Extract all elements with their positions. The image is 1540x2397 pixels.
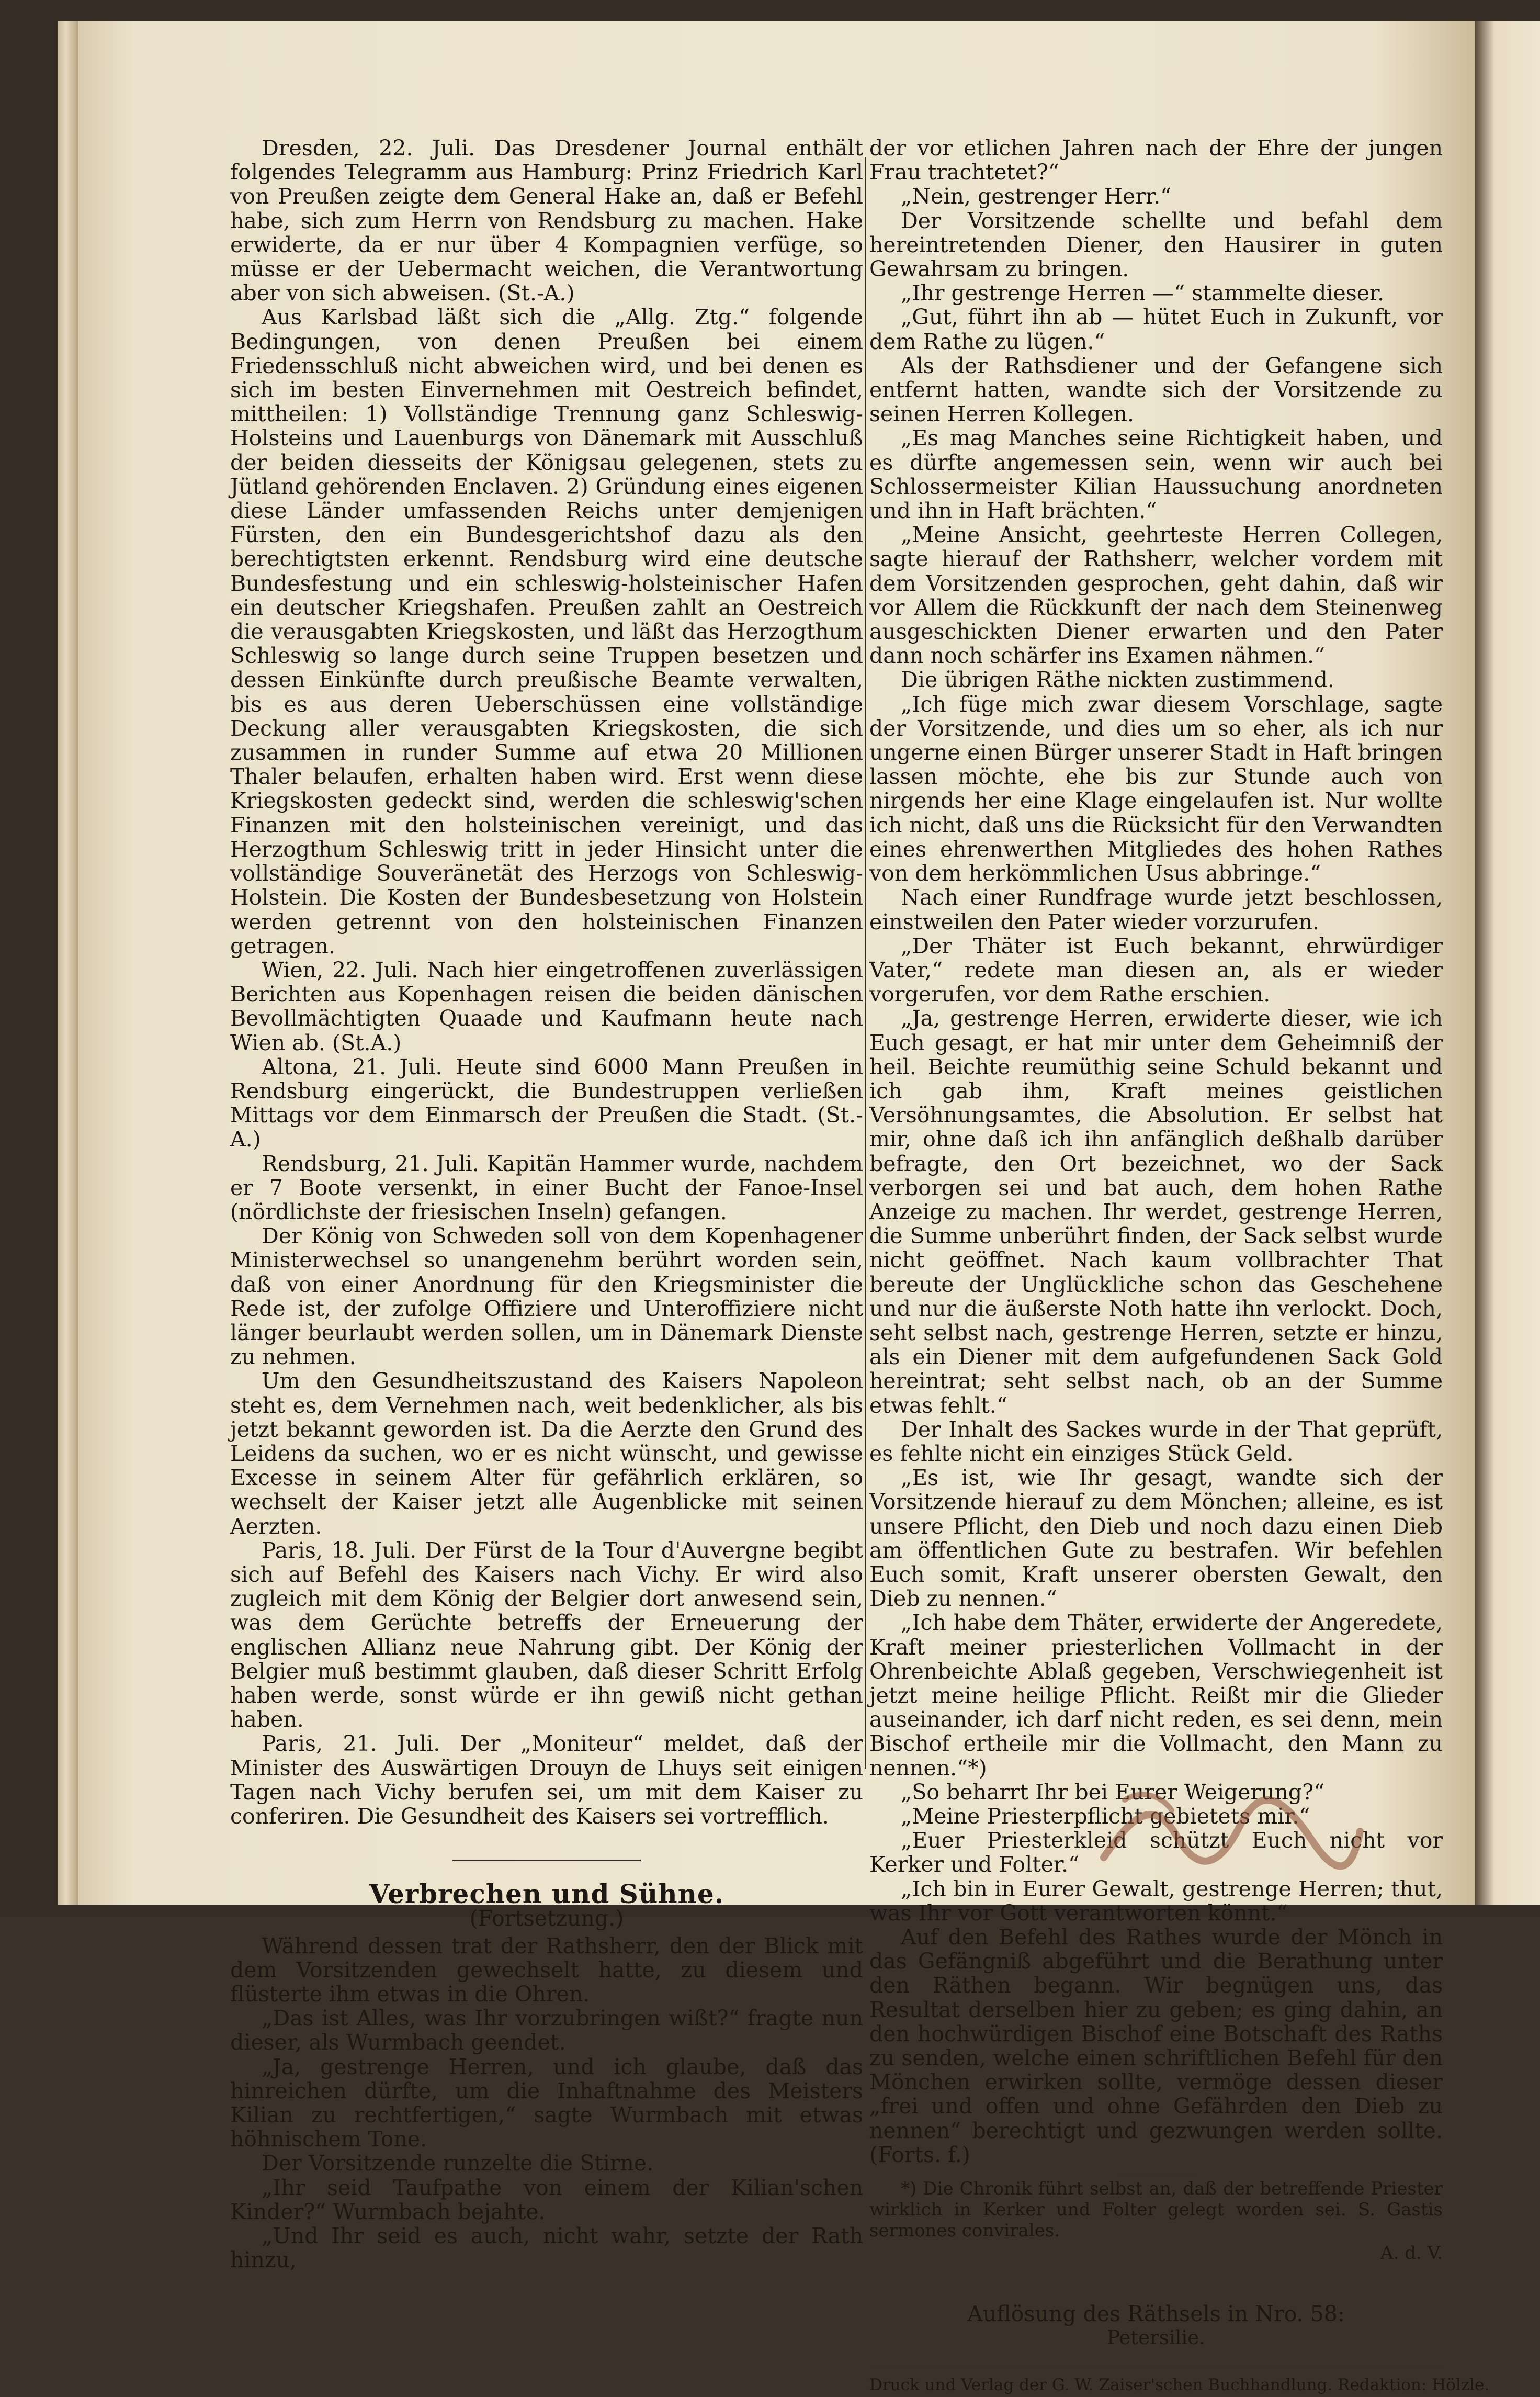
news-schweden: Der König von Schweden soll von dem Kopenhagener Ministerwechsel so unangenehm berührt worden sein, daß von einer Anordnung für den Kriegsminister die Rede ist, der zufolge Offiziere und Unteroffiziere nicht länger beurlaubt werden sollen, um in Dänemark Dienste zu nehmen. bbox=[230, 1223, 863, 1370]
story-paragraph: „Ja, gestrenge Herren, erwiderte dieser, wie ich Euch gesagt, er hat mir unter dem Geheimniß der heil. Beichte reumüthig seine Schuld bekannt und ich gab ihm, Kraft meines geistlichen Versöhnungsamtes, die Absolution. Er selbst hat mir, ohne daß ich ihn anfänglich deßhalb darüber befragte, den Ort bezeichnet, wo der Sack verborgen sei und bat auch, dem hohen Rathe Anzeige zu machen. Ihr werdet, gestrenge Herren, die Summe unberührt finden, der Sack selbst wurde nicht geöffnet. Nach kaum vollbrachter That bereute der Unglückliche schon das Geschehene und nur die äußerste Noth hatte ihn verlockt. Doch, seht selbst nach, gestrenge Herren, setzte er hinzu, als ein Diener mit dem aufgefundenen Sack Gold hereintrat; seht selbst nach, ob an der Summe etwas fehlt.“ bbox=[869, 1006, 1443, 1418]
story-paragraph: „Ja, gestrenge Herren, und ich glaube, daß das hinreichen dürfte, um die Inhaftnahme des Meisters Kilian zu rechtfertigen,“ sagte Wurmbach mit etwas höhnischem Tone. bbox=[230, 2054, 863, 2152]
footnote-signature: A. d. V. bbox=[1380, 2243, 1443, 2264]
story-paragraph: „Das ist Alles, was Ihr vorzubringen wißt?“ fragte nun dieser, als Wurmbach geendet. bbox=[230, 2006, 863, 2055]
story-paragraph: Der Vorsitzende schellte und befahl dem hereintretenden Diener, den Hausirer in guten Gewahrsam zu bringen. bbox=[869, 208, 1443, 282]
news-altona: Altona, 21. Juli. Heute sind 6000 Mann Preußen in Rendsburg eingerückt, die Bundestruppen verließen Mittags vor dem Einmarsch der Preußen die Stadt. (St.-A.) bbox=[230, 1054, 863, 1152]
story-paragraph: „Und Ihr seid es auch, nicht wahr, setzte der Rath hinzu, bbox=[230, 2223, 863, 2273]
story-paragraph: Der Vorsitzende runzelte die Stirne. bbox=[262, 2151, 654, 2176]
story-paragraph: „Meine Priesterpflicht gebietets mir.“ bbox=[901, 1804, 1310, 1829]
story-paragraph: „Es ist, wie Ihr gesagt, wandte sich der Vorsitzende hierauf zu dem Mönchen; alleine, es ist unsere Pflicht, den Dieb und noch dazu einen Dieb am öffentlichen Gute zu bestrafen. Wir befehlen Euch somit, Kraft unserer obersten Gewalt, den Dieb zu nennen.“ bbox=[869, 1465, 1443, 1612]
footnote: *) Die Chronik führt selbst an, daß der betreffende Priester wirklich in Kerker und Folter gelegt worden sei. S. Gastis sermones convirales. bbox=[869, 2178, 1443, 2242]
story-paragraph: „Ich bin in Eurer Gewalt, gestrenge Herren; thut, was Ihr vor Gott verantworten könnt.“ bbox=[869, 1876, 1443, 1926]
story-paragraph: „Ich füge mich zwar diesem Vorschlage, sagte der Vorsitzende, und dies um so eher, als ich nur ungerne einen Bürger unserer Stadt in Haft bringen lassen möchte, ehe bis zur Stunde auch von nirgends her eine Klage eingelaufen ist. Nur wollte ich nicht, daß uns die Rücksicht für den Verwandten eines ehrenwerthen Mitgliedes des hohen Rathes von dem herkömmlichen Usus abbringe.“ bbox=[869, 691, 1443, 886]
story-paragraph: Die übrigen Räthe nickten zustimmend. bbox=[901, 667, 1334, 693]
story-paragraph: „Nein, gestrenger Herr.“ bbox=[901, 184, 1172, 209]
page-edges bbox=[58, 21, 78, 1905]
story-paragraph: „Ihr gestrenge Herren —“ stammelte dieser. bbox=[901, 280, 1385, 306]
news-paris-21: Paris, 21. Juli. Der „Moniteur“ meldet, daß der Minister des Auswärtigen Drouyn de Lhuys seit einigen Tagen nach Vichy berufen sei, um mit dem Kaiser zu conferiren. Die Gesundheit des Kaisers sei vortrefflich. bbox=[230, 1731, 863, 1829]
story-paragraph: „Ihr seid Taufpathe von einem der Kilian'schen Kinder?“ Wurmbach bejahte. bbox=[230, 2175, 863, 2224]
library-stamp-mark bbox=[1093, 1779, 1365, 1873]
story-paragraph: Der Inhalt des Sackes wurde in der That geprüft, es fehlte nicht ein einziges Stück Geld. bbox=[869, 1416, 1443, 1466]
story-title: Verbrechen und Sühne. bbox=[369, 1878, 724, 1910]
imprint: Druck und Verlag der G. W. Zaiser'schen Buchhandlung. Redaktion: Hölzle. bbox=[869, 2375, 1490, 2394]
story-paragraph: Nach einer Rundfrage wurde jetzt beschlossen, einstweilen den Pater wieder vorzurufen. bbox=[869, 885, 1443, 935]
column-rule bbox=[865, 157, 866, 1769]
news-paris-18: Paris, 18. Juli. Der Fürst de la Tour d'Auvergne begibt sich auf Befehl des Kaisers nach Vichy. Er wird also zugleich mit dem König der Belgier dort anwesend sein, was dem Gerüchte betreffs der Erneuerung der englischen Allianz neue Nahrung gibt. Der König der Belgier muß bestimmt glauben, daß dieser Schritt Erfolg haben werde, sonst würde er ihn gewiß nicht gethan haben. bbox=[230, 1537, 863, 1732]
story-paragraph: „Es mag Manches seine Richtigkeit haben, und es dürfte angemessen sein, wenn wir auch bei Schlossermeister Kilian Haussuchung anordneten und ihn in Haft brächten.“ bbox=[869, 425, 1443, 524]
facing-page-edge bbox=[1475, 21, 1540, 1905]
story-subtitle: (Fortsetzung.) bbox=[469, 1906, 624, 1931]
section-divider bbox=[452, 1860, 641, 1861]
news-wien: Wien, 22. Juli. Nach hier eingetroffenen zuverlässigen Berichten aus Kopenhagen reisen die beiden dänischen Bevollmächtigten Quaade und Kaufmann heute nach Wien ab. (St.A.) bbox=[230, 957, 863, 1055]
left-column bbox=[230, 136, 863, 2272]
news-dresden: Dresden, 22. Juli. Das Dresdener Journal enthält folgendes Telegramm aus Hamburg: Prinz Friedrich Karl von Preußen zeigte dem General Hake an, daß er Befehl habe, sich zum Herrn von Rendsburg zu machen. Hake erwiderte, da er nur über 4 Kompagnien verfüge, so müsse er der Uebermacht weichen, die Verantwortung aber von sich abweisen. (St.-A.) bbox=[230, 136, 863, 306]
story-paragraph: Auf den Befehl des Rathes wurde der Mönch in das Gefängniß abgeführt und die Berathung unter den Räthen begann. Wir begnügen uns, das Resultat derselben hier zu geben; es ging dahin, an den hochwürdigen Bischof eine Botschaft des Raths zu senden, welche einen schriftlichen Befehl für den Mönchen erwirken sollte, vermöge dessen dieser „frei und offen und ohne Gefährden den Dieb zu nennen“ berechtigt und gezwungen werden sollte. (Forts. f.) bbox=[869, 1925, 1443, 2167]
story-paragraph: Als der Rathsdiener und der Gefangene sich entfernt hatten, wandte sich der Vorsitzende zu seinen Herren Kollegen. bbox=[869, 353, 1443, 427]
news-rendsburg: Rendsburg, 21. Juli. Kapitän Hammer wurde, nachdem er 7 Boote versenkt, in einer Bucht der Fanoe-Insel (nördlichste der friesischen Inseln) gefangen. bbox=[230, 1151, 863, 1224]
story-paragraph: Während dessen trat der Rathsherr, den der Blick mit dem Vorsitzenden gewechselt hatte, zu diesem und flüsterte ihm etwas in die Ohren. bbox=[230, 1933, 863, 2007]
story-paragraph: „Der Thäter ist Euch bekannt, ehrwürdiger Vater,“ redete man diesen an, als er wieder vorgerufen, vor dem Rathe erschien. bbox=[869, 933, 1443, 1007]
right-column bbox=[869, 136, 1490, 2397]
news-karlsbad: Aus Karlsbad läßt sich die „Allg. Ztg.“ folgende Bedingungen, von denen Preußen bei einem Friedensschluß nicht abweichen wird, und bei denen es sich im besten Einvernehmen mit Oestreich befindet, mittheilen: 1) Vollständige Trennung ganz Schleswig-Holsteins und Lauenburgs von Dänemark mit Ausschluß der beiden diesseits der Königsau gelegenen, stets zu Jütland gehörenden Enclaven. 2) Gründung eines eigenen diese Länder umfassenden Reichs unter demjenigen Fürsten, den ein Bundesgerichtshof dazu als den berechtigtsten erkennt. Rendsburg wird eine deutsche Bundesfestung und ein schleswig-holsteinischer Hafen ein deutscher Kriegshafen. Preußen zahlt an Oestreich die verausgabten Kriegskosten, und läßt das Herzogthum Schleswig so lange durch seine Truppen besetzen und dessen Einkünfte durch preußische Beamte verwalten, bis es aus deren Ueberschüssen eine vollständige Deckung aller verausgabten Kriegskosten, die sich zusammen in runder Summe auf etwa 20 Millionen Thaler belaufen, erhalten haben wird. Erst wenn diese Kriegskosten gedeckt sind, werden die schleswig'schen Finanzen mit den holsteinischen vereinigt, und das Herzogthum Schleswig tritt in jeder Hinsicht unter die vollständige Souveränetät des Herzogs von Schleswig-Holstein. Die Kosten der Bundesbesetzung von Holstein werden getrennt von den holsteinischen Finanzen getragen. bbox=[230, 305, 863, 959]
story-paragraph: der vor etlichen Jahren nach der Ehre der jungen Frau trachtetet?“ bbox=[869, 136, 1443, 185]
imprint-rule bbox=[869, 2366, 1443, 2368]
story-paragraph: „So beharrt Ihr bei Eurer Weigerung?“ bbox=[901, 1779, 1325, 1805]
riddle-answer: Petersilie. bbox=[1107, 2326, 1205, 2349]
story-paragraph: „Meine Ansicht, geehrteste Herren Collegen, sagte hierauf der Rathsherr, welcher vordem mit dem Vorsitzenden gesprochen, geht dahin, daß wir vor Allem die Rückkunft der nach dem Steinenweg ausgeschickten Diener erwarten und den Pater dann noch schärfer ins Examen nähmen.“ bbox=[869, 522, 1443, 669]
story-paragraph: „Gut, führt ihn ab — hütet Euch in Zukunft, vor dem Rathe zu lügen.“ bbox=[869, 305, 1443, 354]
story-paragraph: „Ich habe dem Thäter, erwiderte der Angeredete, Kraft meiner priesterlichen Vollmacht in der Ohrenbeichte Ablaß gegeben, Verschwiegenheit ist jetzt meine heilige Pflicht. Reißt mir die Glieder auseinander, ich darf nicht reden, es sei denn, mein Bischof ertheile mir die Vollmacht, den Mann zu nennen.“*) bbox=[869, 1610, 1443, 1781]
riddle-solution bbox=[869, 2302, 1443, 2350]
story-paragraph: „Euer Priesterkleid schützt Euch nicht vor Kerker und Folter.“ bbox=[869, 1828, 1443, 1877]
riddle-heading: Auflösung des Räthsels in Nro. 58: bbox=[967, 2301, 1345, 2327]
footnote-rule bbox=[1114, 2174, 1198, 2175]
news-napoleon: Um den Gesundheitszustand des Kaisers Napoleon steht es, dem Vernehmen nach, weit bedenklicher, als bis jetzt bekannt geworden ist. Da die Aerzte den Grund des Leidens da suchen, wo er es nicht wünscht, und gewisse Excesse in seinem Alter für gefährlich erklären, so wechselt der Kaiser jetzt alle Augenblicke mit seinen Aerzten. bbox=[230, 1368, 863, 1539]
